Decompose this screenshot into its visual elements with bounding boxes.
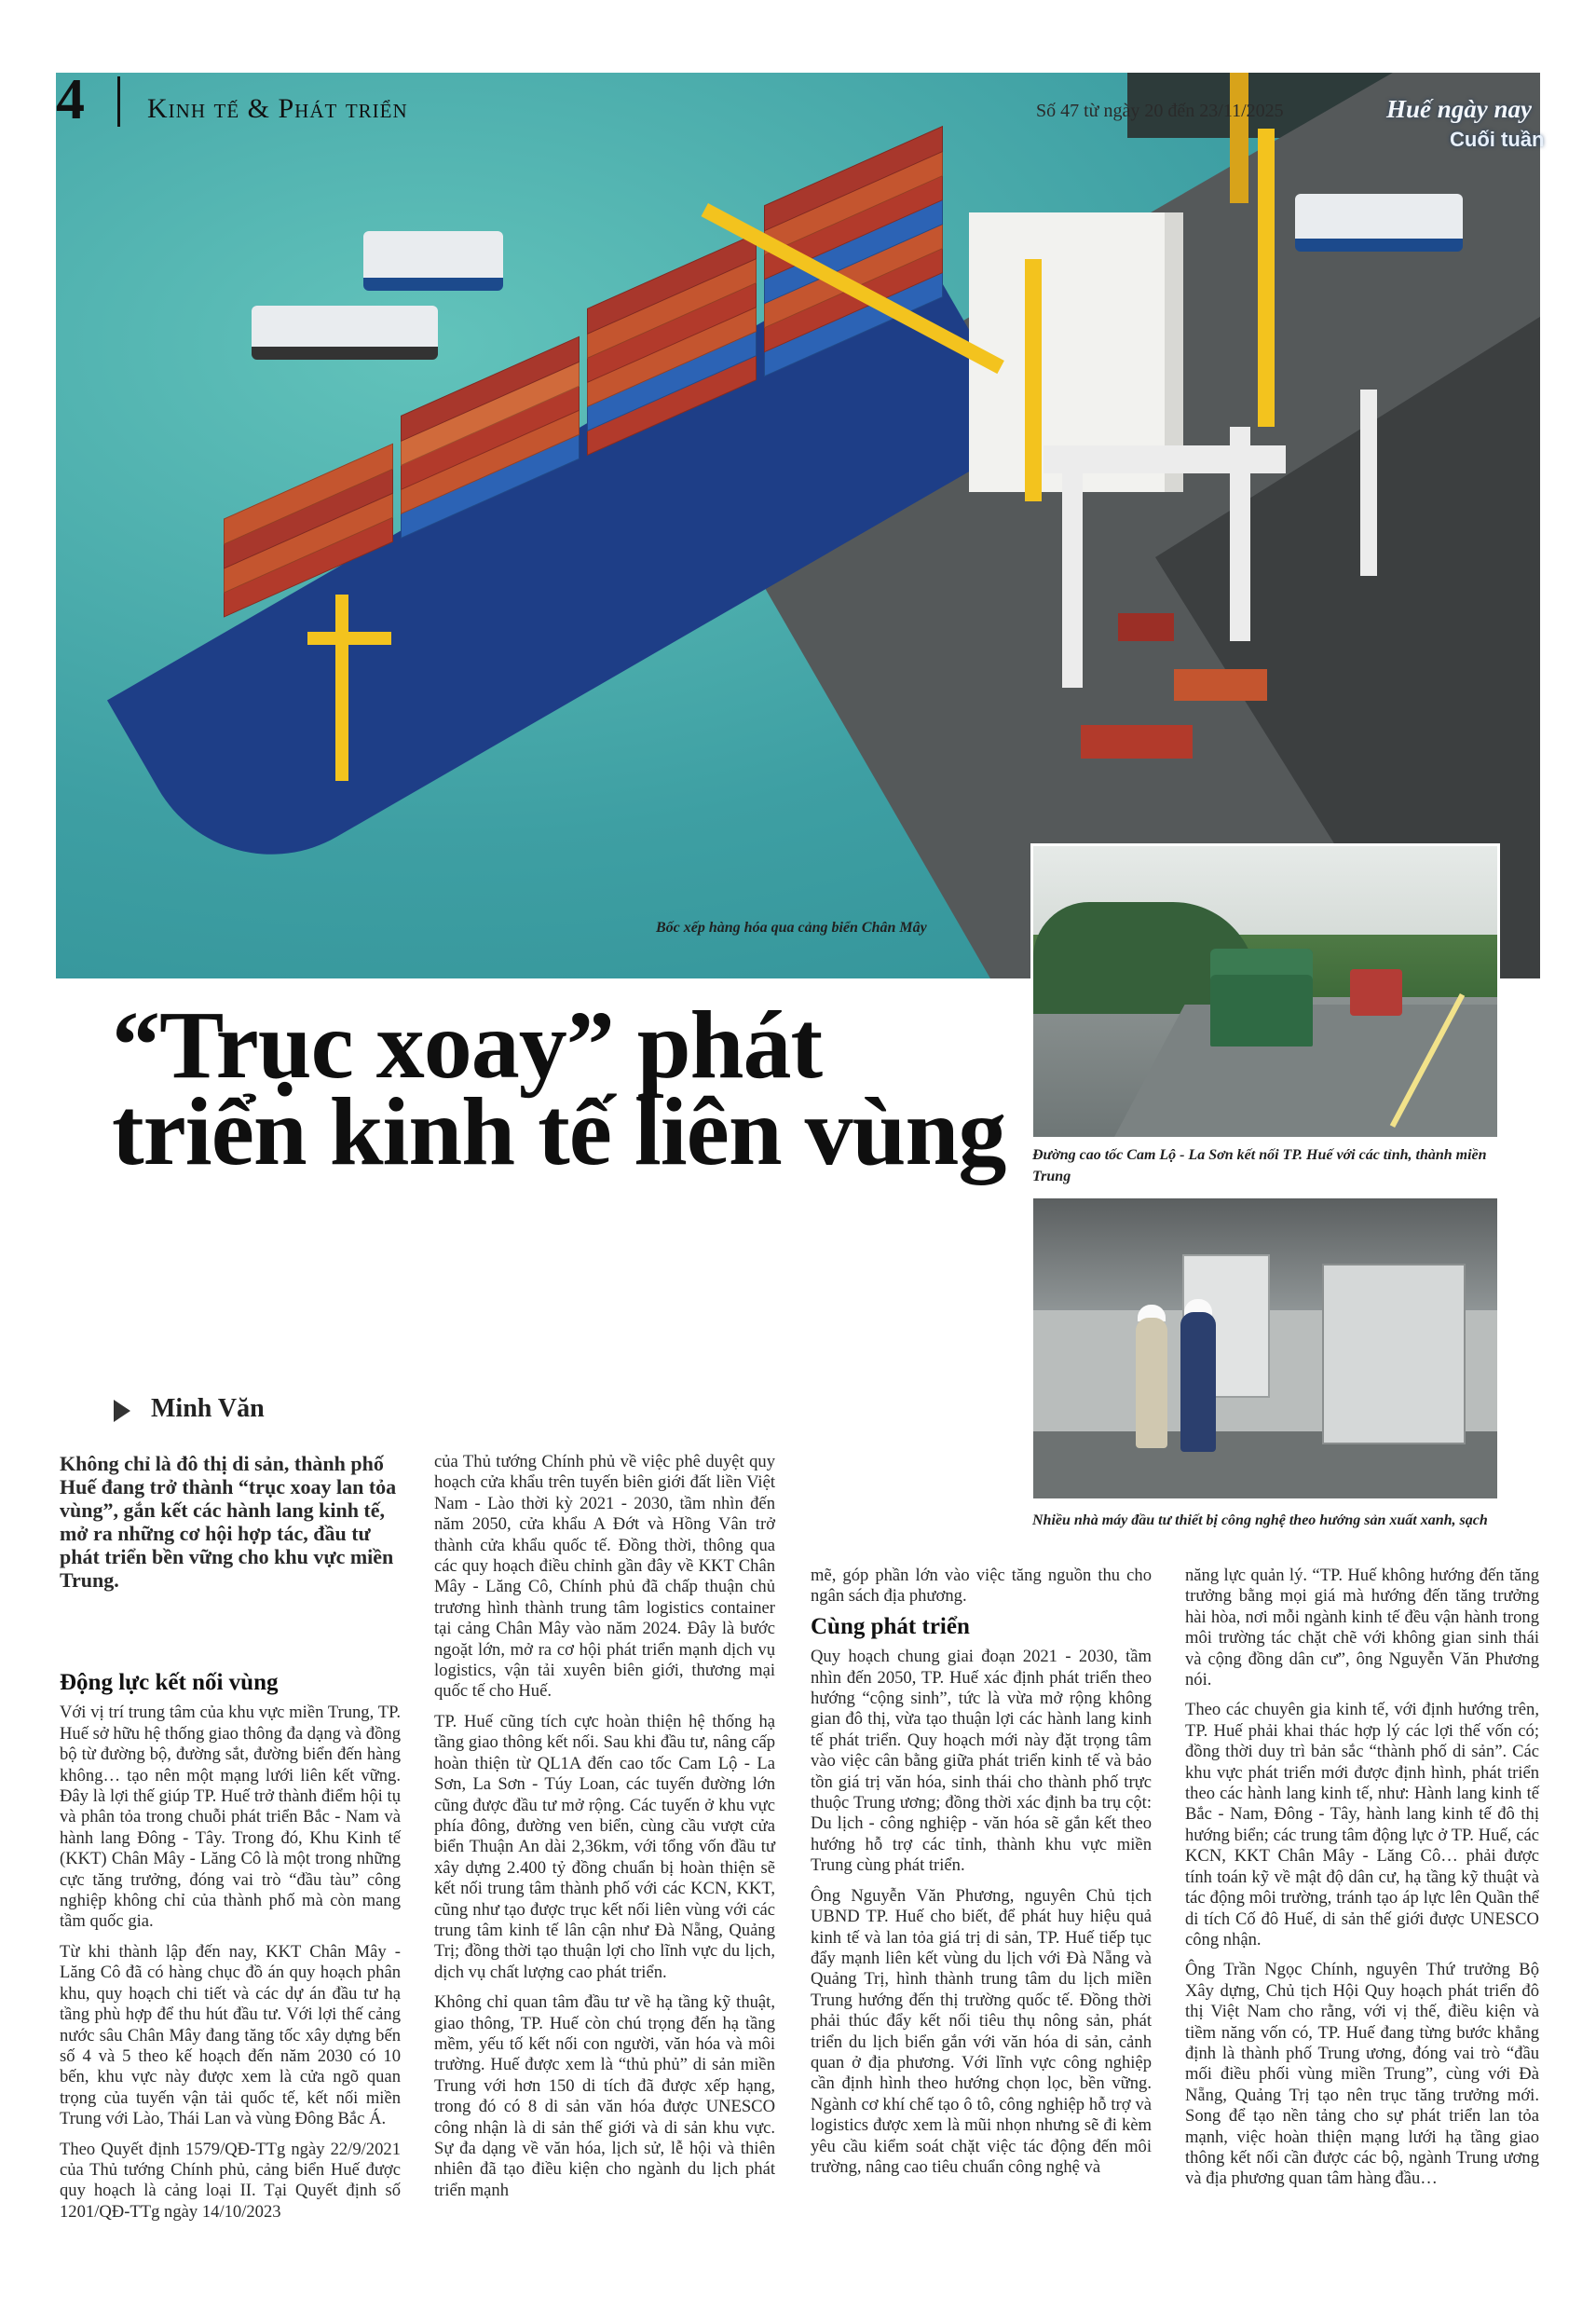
article-column-2: [434, 1452, 775, 2210]
paragraph: TP. Huế cũng tích cực hoàn thiện hệ thống hạ tầng giao thông kết nối. Sau khi đầu tư, nâng cấp hoàn thiện từ QL1A đến cao tốc Cam Lộ - La Sơn, La Sơn - Túy Loan, các tuyến đường lớn cũng được đầu tư mở rộng. Các tuyến ở khu vực phía đông, đường ven biển, cùng cầu vượt cửa biển Thuận An dài 2,36km, với tổng vốn đầu tư xây dựng 2.400 tỷ đồng chuẩn bị hoàn thiện sẽ kết nối trung tâm thành phố với các KCN, KKT, cũng như tạo được trục kết nối liên vùng với các trung tâm kinh tế lân cận như Đà Nẵng, Quảng Trị; đồng thời tạo thuận lợi cho lĩnh vực du lịch, dịch vụ chất lượng cao phát triển.: [434, 1711, 775, 1982]
factory-photo: [1030, 1196, 1500, 1501]
container-truck: [1118, 613, 1174, 641]
paragraph: Với vị trí trung tâm của khu vực miền Trung, TP. Huế sở hữu hệ thống giao thông đa dạng và đồng bộ từ đường bộ, đường sắt, đường biển đến hàng không… tạo nên một mạng lưới liên kết vững. Đây là lợi thế giúp TP. Huế trở thành điểm hội tụ và phân tỏa trong chuỗi phát triển Bắc - Nam và hành lang Đông - Tây. Trong đó, Khu Kinh tế (KKT) Chân Mây - Lăng Cô là một trong những cực tăng trưởng, đóng vai trò “đầu tàu” công nghiệp không chỉ của thành phố mà còn mang tầm quốc gia.: [60, 1703, 401, 1932]
port-crane: [307, 632, 391, 645]
container-truck: [1081, 725, 1193, 759]
hero-caption: Bốc xếp hàng hóa qua cảng biển Chân Mây: [656, 920, 927, 936]
highway-caption: Đường cao tốc Cam Lộ - La Sơn kết nối TP. Huế với các tỉnh, thành miền Trung: [1032, 1147, 1487, 1184]
red-truck: [1350, 969, 1402, 1016]
article-lead: Không chỉ là đô thị di sản, thành phố Huế đang trở thành “trục xoay lan tỏa vùng”, gắn kết các hành lang kinh tế, mở ra những cơ hội hợp tác, đầu tư phát triển bền vững cho khu vực miền Trung.: [60, 1452, 397, 1592]
paragraph: Không chỉ quan tâm đầu tư về hạ tầng kỹ thuật, giao thông, TP. Huế còn chú trọng đến hạ tầng mềm, yếu tố kết nối con người, văn hóa và môi trường. Huế được xem là “thủ phủ” di sản miền Trung với hơn 150 di tích đã được xếp hạng, trong đó có 8 di sản văn hóa được UNESCO công nhận là di sản thế giới và di sản khu vực. Sự đa dạng về văn hóa, lịch sử, lễ hội và thiên nhiên đã tạo điều kiện cho ngành du lịch phát triển mạnh: [434, 1992, 775, 2200]
factory-machine: [1322, 1264, 1466, 1444]
gantry-crane: [1044, 445, 1286, 473]
paragraph: Theo Quyết định 1579/QĐ-TTg ngày 22/9/2021 của Thủ tướng Chính phủ, cảng biển Huế được quy hoạch là cảng loại II. Tại Quyết định số 1201/QĐ-TTg ngày 14/10/2023: [60, 2139, 401, 2222]
tugboat: [1295, 194, 1463, 252]
article-column-3: [811, 1566, 1152, 2187]
paragraph: Quy hoạch chung giai đoạn 2021 - 2030, tầm nhìn đến 2050, TP. Huế xác định phát triển theo hướng “cộng sinh”, tức là vừa mở rộng không gian đô thị, vừa tạo thuận lợi các hành lang kinh tế phát triển. Quy hoạch mới này đặt trọng tâm vào việc cân bằng giữa phát triển kinh tế và bảo tồn giá trị văn hóa, sinh thái cho thành phố trực thuộc Trung ương; đồng thời xác định ba trụ cột: Du lịch - công nghiệp - văn hóa sẽ gắn kết theo hướng hỗ trợ các tỉnh, thành khu vực miền Trung cùng phát triển.: [811, 1647, 1152, 1876]
container-truck: [1174, 669, 1267, 701]
header-divider: [117, 76, 120, 127]
highway-photo: [1030, 843, 1500, 1140]
paragraph: mẽ, góp phần lớn vào việc tăng nguồn thu cho ngân sách địa phương.: [811, 1566, 1152, 1607]
paragraph: của Thủ tướng Chính phủ về việc phê duyệt quy hoạch cửa khẩu trên tuyến biên giới đất liền Việt Nam - Lào thời kỳ 2021 - 2030, tầm nhìn đến năm 2050, cửa khẩu A Đớt và Hồng Vân trở thành cửa khẩu quốc tế. Đồng thời, thông qua các quy hoạch điều chỉnh gần đây về KKT Chân Mây - Lăng Cô, Chính phủ đã chấp thuận chủ trương hình thành trung tâm logistics container tại cảng Chân Mây vào năm 2024. Đây là bước ngoặt lớn, mở ra cơ hội phát triển mạnh dịch vụ logistics, vận tải xuyên biên giới, thương mại quốc tế cho Huế.: [434, 1452, 775, 1702]
port-crane: [1230, 73, 1248, 203]
issue-info: Số 47 từ ngày 20 đến 23/11/2025: [1036, 101, 1284, 121]
masthead-subtitle: Cuối tuần: [1450, 128, 1545, 151]
subheading: Cùng phát triển: [811, 1613, 970, 1639]
paragraph: Theo các chuyên gia kinh tế, với định hướng trên, TP. Huế phải khai thác hợp lý các lợi thế vốn có; đồng thời duy trì bản sắc “thành phố di sản”. Các khu vực phát triển mới được định hình, phát triển theo các hành lang kinh tế, như: Hành lang kinh tế Bắc - Nam, Đông - Tây, hành lang kinh tế đô thị hướng biển; các trung tâm động lực ở TP. Huế, các KCN, KKT Chân Mây - Lăng Cô… phải được tính toán kỹ về mật độ dân cư, hạ tầng kỹ thuật và tác động môi trường, tránh tạo áp lực lên Quần thể di tích Cố đô Huế, di sản thế giới được UNESCO công nhận.: [1185, 1700, 1539, 1949]
factory-caption: Nhiều nhà máy đầu tư thiết bị công nghệ theo hướng sản xuất xanh, sạch: [1032, 1512, 1488, 1528]
gantry-crane: [1062, 473, 1083, 688]
play-triangle-icon: [114, 1400, 130, 1422]
green-truck: [1210, 949, 1313, 1047]
byline: Minh Văn: [151, 1394, 265, 1423]
worker: [1136, 1318, 1167, 1448]
paragraph: Ông Nguyễn Văn Phương, nguyên Chủ tịch UBND TP. Huế cho biết, để phát huy hiệu quả kinh tế và lan tỏa giá trị di sản, TP. Huế tiếp tục đẩy mạnh liên kết vùng du lịch với Đà Nẵng và Quảng Trị, hình thành trung tâm du lịch miền Trung hướng đến thị trường quốc tế. Đồng thời phải thúc đẩy kết nối tiêu thụ nông sản, phát triển du lịch biển gắn với văn hóa di sản, cảnh quan ở địa phương. Với lĩnh vực công nghiệp cần định hình theo hướng chọn lọc, bền vững. Ngành cơ khí chế tạo ô tô, công nghiệp hỗ trợ và logistics được xem là mũi nhọn nhưng sẽ đi kèm yêu cầu kiểm soát chặt việc tác động đến môi trường, nâng cao tiêu chuẩn công nghệ và: [811, 1885, 1152, 2177]
article-column-4: [1185, 1566, 1539, 2199]
article-headline: “Trục xoay” phát triển kinh tế liên vùng: [112, 992, 1006, 1185]
page-number: 4: [56, 68, 85, 131]
gantry-crane: [1360, 390, 1377, 576]
port-crane: [335, 595, 348, 781]
paragraph: Ông Trần Ngọc Chính, nguyên Thứ trưởng Bộ Xây dựng, Chủ tịch Hội Quy hoạch phát triển đô thị Việt Nam cho rằng, với vị thế, điều kiện và tiềm năng vốn có, TP. Huế đang từng bước khẳng định là thành phố Trung ương, đóng vai trò “đầu mối điều phối vùng miền Trung”, cùng với Đà Nẵng, Quảng Trị tạo nên trục tăng trưởng mới. Song để tạo nền tảng cho sự phát triển lan tỏa mạnh, việc hoàn thiện mạng lưới hạ tầng giao thông kết nối cần được các bộ, ngành Trung ương và địa phương quan tâm hàng đầu…: [1185, 1960, 1539, 2189]
article-column-1: [60, 1663, 401, 2232]
paragraph: Từ khi thành lập đến nay, KKT Chân Mây - Lăng Cô đã có hàng chục đồ án quy hoạch phân khu, quy hoạch chi tiết và các dự án đầu tư hạ tầng phù hợp để thu hút đầu tư. Với lợi thế cảng nước sâu Chân Mây đang tăng tốc xây dựng bến số 4 và 5 theo kế hoạch đến năm 2030 có 10 bến, khu vực này được xem là cửa ngõ quan trọng của tuyến vận tải quốc tế, kết nối miền Trung với Lào, Thái Lan và vùng Đông Bắc Á.: [60, 1941, 401, 2129]
masthead-logo: Huế ngày nay: [1386, 95, 1533, 123]
worker: [1180, 1312, 1216, 1452]
paragraph: năng lực quản lý. “TP. Huế không hướng đến tăng trưởng bằng mọi giá mà hướng đến tăng trưởng hài hòa, nơi mỗi ngành kinh tế đều vận hành trong môi trường tác chặt chẽ với không gian sinh thái và cộng đồng dân cư”, ông Nguyễn Văn Phương nói.: [1185, 1566, 1539, 1690]
section-label: Kinh tế & Phát triển: [147, 93, 408, 124]
port-crane: [1258, 129, 1275, 427]
port-crane: [1025, 259, 1042, 501]
subheading: Động lực kết nối vùng: [60, 1670, 279, 1695]
